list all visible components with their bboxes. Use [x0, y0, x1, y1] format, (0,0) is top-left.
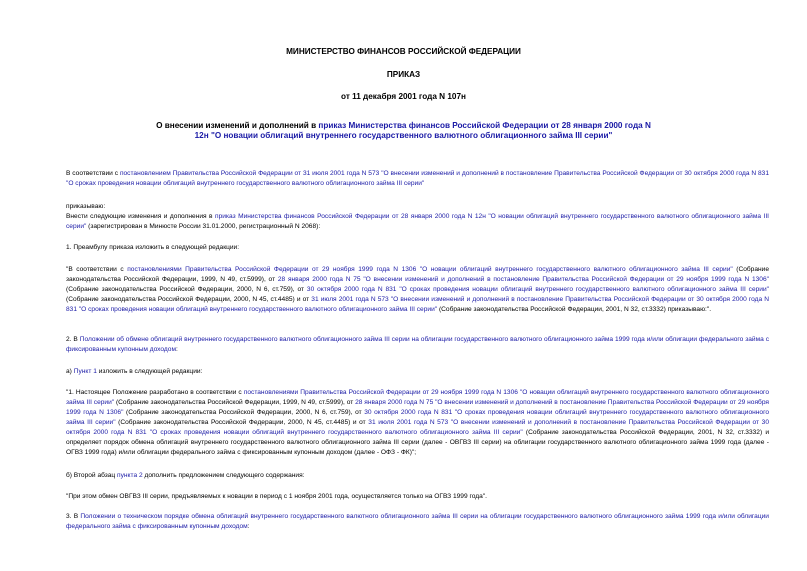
item3-number: 3. В — [66, 513, 81, 520]
item2b-suffix: дополнить предложением следующего содержания: — [142, 472, 305, 479]
item3-end: : — [247, 523, 250, 530]
intro-prefix: В соответствии с — [66, 170, 120, 177]
item1-link-831[interactable]: 30 октября 2000 года N 831 "О сроках проведения новации облигаций внутреннего государственного валютного облигационного займа III серии" — [306, 286, 769, 293]
item1-quote — [66, 265, 769, 315]
quote1-link-831[interactable]: 30 октября 2000 года N 831 "О сроках проведения новации облигаций внутреннего государственного валютного облигационного займа III серии" — [66, 409, 770, 426]
changes-prefix: Внести следующие изменения и дополнения в — [66, 213, 216, 220]
item2a-suffix: изложить в следующей редакции: — [96, 368, 203, 375]
item1-text-4: (Собрание законодательства Российской Федерации, 2001, N 32, ст.3332) приказываю:". — [437, 306, 712, 313]
item1-link-1306[interactable]: постановлениями Правительства Российской Федерации от 29 ноября 1999 года N 1306 "О новации облигаций внутреннего государственного валютного облигационного займа III серии" — [127, 266, 733, 273]
item2a-quote — [66, 388, 769, 458]
doc-title — [150, 121, 657, 141]
item1-link-75[interactable]: 28 января 2000 года N 75 "О внесении изменений и дополнений в постановление Правительства Российской Федерации от 29 ноября 1999 года N 1306" — [277, 276, 769, 283]
item1-link-573[interactable]: 31 июля 2001 года N 573 "О внесении изменений и дополнений в постановление Правительства Российской Федерации от 30 октября 2000 года N 831 "О сроках проведения новации облигаций внутреннего государственного валютного облигационного займа III серии" — [66, 296, 769, 313]
changes-link[interactable]: приказ Министерства финансов Российской Федерации от 28 января 2000 года N 12н "О новации облигаций внутреннего государственного валютного облигационного займа III серии" — [66, 213, 769, 230]
item2b-quote: "При этом обмен ОВГВЗ III серии, предъявляемых к новации в период с 1 ноября 2001 года, осуществляется только на ОГВЗ 1999 года". — [66, 493, 487, 500]
quote1-text-1: (Собрание законодательства Российской Федерации, 1999, N 49, ст.5999), от — [114, 399, 356, 406]
item2b-paragraph — [66, 471, 769, 481]
changes-suffix: (зарегистрирован в Минюсте России 31.01.2000, регистрационный N 2068): — [86, 223, 321, 230]
item2-number: 2. В — [66, 336, 80, 343]
item1-heading: 1. Преамбулу приказа изложить в следующей редакции: — [66, 244, 240, 251]
item2-link[interactable]: Положении об обмене облигаций внутреннего государственного валютного облигационного займа III серии на облигации государственного валютного облигационного займа 1999 года и/или облигации федерального займа с фиксированным купонным доходом — [66, 336, 769, 353]
changes-paragraph — [66, 212, 769, 232]
order-word: приказываю: — [66, 203, 106, 210]
item2a-paragraph — [66, 367, 769, 377]
quote1-text-4: (Собрание законодательства Российской Федерации, 2001, N 32, ст.3332) и определяет порядок обмена облигаций внутреннего государственного валютного облигационного займа III серии (далее - ОВГВЗ III серии) на облигации государственного валютного облигационного займа 1999 года (далее - ОГВЗ 1999 года) и/или облигации федерального займа с фиксированным купонным доходом (далее - ОФЗ - ФК)"; — [66, 429, 769, 456]
item1-text-1: (Собрание законодательства Российской Федерации, 1999, N 49, ст.5999), от — [66, 266, 770, 283]
item3-link[interactable]: Положении о техническом порядке обмена облигаций внутреннего государственного валютного облигационного займа III серии на облигации государственного валютного облигационного займа 1999 года и/или облигации федерального займа с фиксированным купонным доходом — [66, 513, 769, 530]
title-link[interactable]: приказ Министерства финансов Российской Федерации от 28 января 2000 года N 12н "О новации облигаций внутреннего государственного валютного облигационного займа III серии" — [194, 121, 651, 140]
item1-text-3: (Собрание законодательства Российской Федерации, 2000, N 45, ст.4485) и от — [66, 296, 312, 303]
doc-date-number: от 11 декабря 2001 года N 107н — [341, 92, 466, 101]
item2-paragraph — [66, 335, 769, 355]
item3-paragraph — [66, 512, 769, 532]
item2-end: : — [175, 346, 178, 353]
quote1-link-573[interactable]: 31 июля 2001 года N 573 "О внесении изменений и дополнений в постановление Правительства Российской Федерации от 30 октября 2000 года N 831 "О сроках проведения новации облигаций внутреннего государственного валютного облигационного займа III серии" — [66, 419, 769, 436]
intro-paragraph — [66, 169, 769, 189]
item2a-prefix: а) — [66, 368, 74, 375]
title-prefix: О внесении изменений и дополнений в — [156, 121, 319, 130]
item2b-prefix: б) Второй абзац — [66, 472, 118, 479]
ministry-header: МИНИСТЕРСТВО ФИНАНСОВ РОССИЙСКОЙ ФЕДЕРАЦИИ — [286, 47, 521, 56]
quote1-link-1306[interactable]: постановлениями Правительства Российской Федерации от 29 ноября 1999 года N 1306 "О новации облигаций внутреннего государственного валютного облигационного займа III серии" — [66, 389, 769, 406]
item1-quote-open: "В соответствии с — [66, 266, 128, 273]
item2a-link[interactable]: Пункт 1 — [73, 368, 97, 375]
quote1-open: "1. Настоящее Положение разработано в соответствии с — [66, 389, 244, 396]
quote1-link-75[interactable]: 28 января 2000 года N 75 "О внесении изменений и дополнений в постановление Правительства Российской Федерации от 29 ноября 1999 года N 1306" — [66, 399, 769, 416]
quote1-text-3: (Собрание законодательства Российской Федерации, 2000, N 45, ст.4485) и от — [115, 419, 369, 426]
item1-text-2: (Собрание законодательства Российской Федерации, 2000, N 6, ст.759), от — [66, 286, 307, 293]
intro-link[interactable]: постановлением Правительства Российской Федерации от 31 июля 2001 года N 573 "О внесении изменений и дополнений в постановление Правительства Российской Федерации от 30 октября 2000 года N 831 "О сроках проведения новации облигаций внутреннего государственного валютного облигационного займа III серии" — [66, 170, 770, 187]
quote1-text-2: (Собрание законодательства Российской Федерации, 2000, N 6, ст.759), от — [123, 409, 365, 416]
item2b-link[interactable]: пункта 2 — [117, 472, 143, 479]
doc-type: ПРИКАЗ — [386, 70, 421, 79]
